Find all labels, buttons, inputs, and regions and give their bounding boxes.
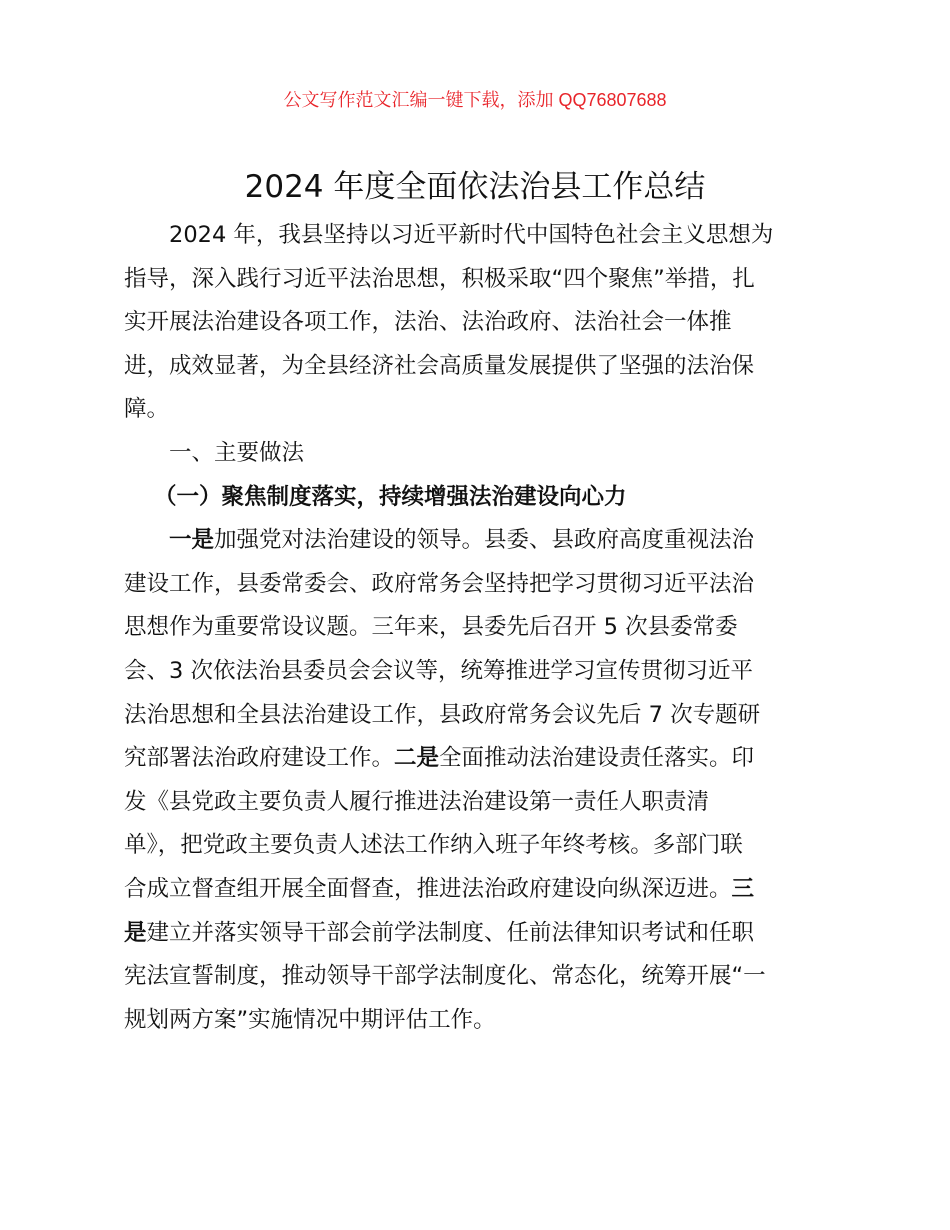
body-text: 加强党对法治建设的领导。县委、县政府高度重视法治 <box>214 527 755 554</box>
body-line: 建设工作，县委常委会、政府常务会坚持把学习贯彻习近平法治 <box>124 570 755 597</box>
body-text: 究部署法治政府建设工作。 <box>124 745 395 772</box>
section-heading: 一、主要做法 <box>169 439 305 466</box>
body-text: 建立并落实领导干部会前学法制度、任前法律知识考试和任职 <box>146 919 755 946</box>
body-line: 单》，把党政主要负责人述法工作纳入班子年终考核。多部门联 <box>124 832 743 859</box>
intro-line: 障。 <box>124 396 170 423</box>
bold-marker: 是 <box>124 919 147 946</box>
body-paragraph-cont <box>124 563 836 1043</box>
intro-paragraph <box>124 214 836 258</box>
bold-marker: 一是 <box>169 527 215 554</box>
subsection-heading: （一）聚焦制度落实，持续增强法治建设向心力 <box>154 483 627 510</box>
bold-marker: 三 <box>731 875 755 902</box>
body-line <box>124 912 836 956</box>
body-line <box>124 868 836 912</box>
intro-line: 进，成效显著，为全县经济社会高质量发展提供了坚强的法治保 <box>124 352 755 379</box>
body-line: 规划两方案”实施情况中期评估工作。 <box>124 1006 496 1033</box>
intro-paragraph-cont <box>124 258 836 432</box>
body-paragraph <box>124 519 836 563</box>
document-title: 2024 年度全面依法治县工作总结 <box>244 169 706 205</box>
intro-line: 实开展法治建设各项工作，法治、法治政府、法治社会一体推 <box>124 309 732 336</box>
body-line: 法治思想和全县法治建设工作，县政府常务会议先后 7 次专题研 <box>124 701 761 728</box>
body-text: 全面推动法治建设责任落实。印 <box>439 745 755 772</box>
bold-marker: 二是 <box>394 745 440 772</box>
promo-banner: 公文写作范文汇编一键下载，添加 QQ76807688 <box>283 90 667 110</box>
body-line <box>124 737 836 781</box>
body-line: 会、3 次依法治县委员会会议等，统筹推进学习宣传贯彻习近平 <box>124 657 753 684</box>
intro-line: 2024 年，我县坚持以习近平新时代中国特色社会主义思想为 <box>169 222 774 248</box>
body-line: 发《县党政主要负责人履行推进法治建设第一责任人职责清 <box>124 788 710 815</box>
body-line <box>124 519 836 563</box>
body-text: 合成立督查组开展全面督查，推进法治政府建设向纵深迈进。 <box>124 875 732 902</box>
document-body <box>124 214 836 1042</box>
body-line: 宪法宣誓制度，推动领导干部学法制度化、常态化，统筹开展“一 <box>124 963 766 990</box>
body-line: 思想作为重要常设议题。三年来，县委先后召开 5 次县委常委 <box>124 614 738 641</box>
intro-line: 指导，深入践行习近平法治思想，积极采取“四个聚焦”举措，扎 <box>124 265 755 292</box>
